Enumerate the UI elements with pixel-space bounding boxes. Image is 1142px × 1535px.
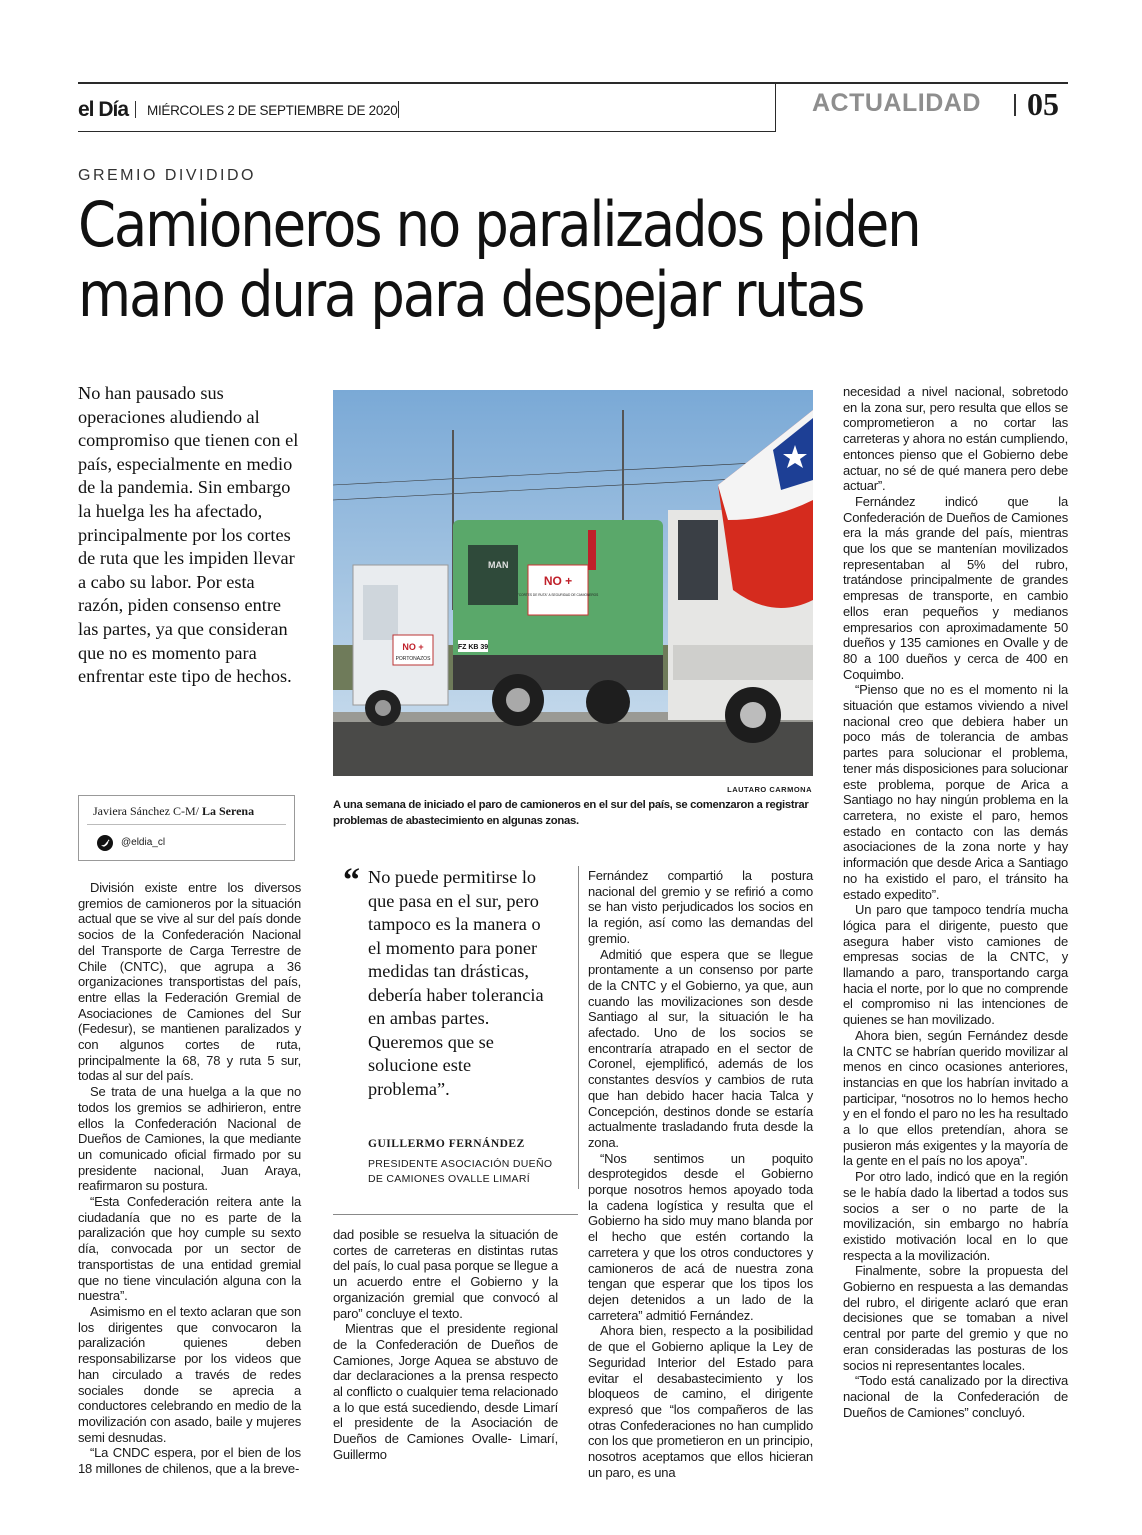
newspaper-brand: el Día <box>78 98 129 121</box>
twitter-icon <box>97 835 113 851</box>
body-column-2 <box>333 1227 558 1463</box>
photo-license-plate: FZ KB 39 <box>457 644 489 651</box>
col1-paragraph: “La CNDC espera, por el bien de los 18 millones de chilenos, que a la breve- <box>78 1445 301 1477</box>
col1-paragraph: División existe entre los diversos gremios de camioneros por la situación actual que se vive al sur del país donde socios de la Confederación Nacional del Transporte de Carga Terrestre de Chile (CNTC), que agrupa a 36 organizaciones transportistas del país, entre ellas la Federación Gremial de Asociaciones de Camiones del Sur (Fedesur), se mantienen paralizados y con algunos cortes de ruta, principalmente la 68, 78 y ruta 5 sur, todas al sur del país. <box>78 880 301 1084</box>
col1-paragraph: Asimismo en el texto aclaran que son los dirigentes que convocaron la paralización quienes deben responsabilizarse por los videos que han circulado a través de redes sociales donde se aprecia a conductores celebrando en medio de la movilización con asado, baile y mujeres semi desnudas. <box>78 1303 301 1445</box>
byline-location: La Serena <box>201 804 255 818</box>
photo-sign-left-title: NO + <box>402 642 424 652</box>
header-separator <box>398 101 399 118</box>
quote-vertical-rule <box>578 866 579 1189</box>
quote-mark-icon: “ <box>343 862 360 899</box>
twitter-handle[interactable]: @eldia_cl <box>121 837 166 848</box>
header-separator <box>135 101 136 118</box>
byline-separator <box>87 824 286 825</box>
header-date: MIÉRCOLES 2 DE SEPTIEMBRE DE 2020 <box>147 103 398 118</box>
body-column-3 <box>588 868 813 1480</box>
photo-credit: LAUTARO CARMONA <box>727 785 812 794</box>
col4-paragraph: Finalmente, sobre la propuesta del Gobierno en respuesta a las demandas del rubro, el dirigente aclaró que eran decisiones que se tomaban a nivel central por parte del gremio y que no eran consideradas las posturas de los socios ni representantes locales. <box>843 1263 1068 1373</box>
photo-sign-center-sub: "CORTES DE RUTA" A SEGURIDAD DE CAMIONEROS <box>517 593 599 597</box>
photo-sign-left-sub: PORTONAZOS <box>395 656 431 662</box>
headline-line-1: Camioneros no paralizados piden <box>78 188 920 261</box>
byline-box <box>78 795 295 861</box>
col1-paragraph: Se trata de una huelga a la que no todos los gremios se adhirieron, entre ellos la Confederación Nacional de Dueños de Camiones, la que mediante un comunicado oficial firmado por su presidente nacional, Juan Araya, reafirmaron su postura. <box>78 1084 301 1194</box>
col3-paragraph: Ahora bien, respecto a la posibilidad de que el Gobierno aplique la Ley de Seguridad Interior del Estado para evitar el desabastecimiento y los bloqueos de camino, el dirigente expresó que “los compañeros de las otras Confederaciones no han cumplido con los que prometieron en un principio, nosotros aceptamos que ellos hicieran un paro, es una <box>588 1323 813 1480</box>
article-lead: No han pausado sus operaciones aludiendo al compromiso que tienen con el país, especialmente en medio de la pandemia. Sin embargo la huelga les ha afectado, principalmente por los cortes de ruta que les impiden llevar a cabo su labor. Por esta razón, piden consenso entre las partes, ya que consideran que no es momento para enfrentar este tipo de hechos. <box>78 383 299 687</box>
section-title: ACTUALIDAD <box>812 89 981 117</box>
quote-author: GUILLERMO FERNÁNDEZ <box>368 1138 525 1150</box>
photo-sign-center-title: NO + <box>543 574 573 588</box>
header-top-rule <box>78 82 1068 84</box>
article-photo <box>333 390 813 776</box>
article-kicker: GREMIO DIVIDIDO <box>78 167 256 184</box>
body-column-4 <box>843 384 1068 1420</box>
col4-paragraph: Fernández indicó que la Confederación de Dueños de Camiones era la más grande del país, mientras que los que se mantenían movilizados representaban al 5% del rubro, tratándose principalmente de grandes empresas de transporte, en cambio ellos eran pequeños y medianos empresarios con aproximadamente 50 dueños y 135 camiones en Ovalle y de 80 a 100 dueños y cerca de 400 en Coquimbo. <box>843 493 1068 682</box>
section-page-separator <box>1014 94 1016 116</box>
col2-paragraph: Mientras que el presidente regional de la Confederación de Dueños de Camiones, Jorge Aquea se abstuvo de dar declaraciones a la prensa respecto al conflicto o cualquier tema relacionado a lo que está sucediendo, desde Limarí el presidente de la Asociación de Dueños de Camiones Ovalle- Limarí, Guillermo <box>333 1321 558 1462</box>
col2-paragraph: dad posible se resuelva la situación de cortes de carreteras en distintas rutas del país, lo cual pasa porque se llegue a un acuerdo entre el Gobierno y la organización gremial que convocó al paro” concluye el texto. <box>333 1227 558 1321</box>
col4-paragraph: “Pienso que no es el momento ni la situación que estamos viviendo a nivel nacional creo que debiera haber un poco más de tolerancia de ambas partes para solucionar el problema, tener más disposiciones para solucionar este problema, porque de Arica a Santiago no hay ningún problema en la carretera, no existe el paro, hemos estado en contacto con las demás asociaciones de la zona norte y hay información que desde Arica a Santiago no ha existido el paro, el tránsito ha estado expedito”. <box>843 682 1068 902</box>
byline-author: Javiera Sánchez C-M/ <box>93 804 199 818</box>
body-column-1 <box>78 880 301 1477</box>
headline-line-2: mano dura para despejar rutas <box>78 258 864 332</box>
article-headline <box>78 190 958 330</box>
page-number: 05 <box>1027 86 1059 122</box>
col4-paragraph: Ahora bien, según Fernández desde la CNTC se habrían querido movilizar al menos en cinco ocasiones anteriores, instancias en que los habrían invitado a participar, “nosotros no lo hemos hecho y en el fondo el paro no les ha resultado a lo que ellos pretendían, ahora se pusieron más exigentes y la mayoría de la gente en el país no los apoya”. <box>843 1027 1068 1169</box>
col3-paragraph: Admitió que espera que se llegue prontamente a un consenso por parte de la CNTC y el Gobierno, ya que, aun cuando las movilizaciones son desde Santiago al sur, la situación le ha afectado. Uno de los socios se encontraría atrapado en el sector de Coronel, ejemplificó, además de los constantes desvíos y cambios de ruta que han debido hacer hacia Talca y Concepción, destinos donde se estaría actualmente trasladando fruta desde la zona. <box>588 946 813 1150</box>
col3-paragraph: “Nos sentimos un poquito desprotegidos desde el Gobierno porque nosotros hemos apoyado toda la cadena logística y resulta que el Gobierno ha sido muy mano blanda por el hecho que estén cortando la carretera y que los otros conductores y camioneros de acá de nuestra zona tengan que esperar que los tipos los dejen detenidos a un lado de la carretera” admitió Fernández. <box>588 1150 813 1323</box>
col4-paragraph: Por otro lado, indicó que en la región se le había dado la libertad a todos sus socios a ser o no parte de la movilización, sin embargo no habría existido motivación local en lo que respecta a la movilización. <box>843 1169 1068 1263</box>
col4-paragraph: Un paro que tampoco tendría mucha lógica para el dirigente, puesto que asegura haber visto camiones de empresas socias de la CNTC, y llamando a paro, transportando carga hacia el norte, por lo que no comprende el compromiso ni las intenciones de quienes se han movilizado. <box>843 902 1068 1028</box>
photo-caption: A una semana de iniciado el paro de camioneros en el sur del país, se comenzaron a registrar problemas de abastecimiento en algunas zonas. <box>333 799 809 827</box>
header-section-divider <box>775 82 776 132</box>
quote-author-role: PRESIDENTE ASOCIACIÓN DUEÑO DE CAMIONES OVALLE LIMARÍ <box>368 1158 553 1185</box>
col3-paragraph: Fernández compartió la postura nacional del gremio y se refirió a como se han visto perjudicados los socios en la región, así como las demandas del gremio. <box>588 868 813 946</box>
pull-quote: No puede permitirse lo que pasa en el sur, pero tampoco es la manera o el momento para poner medidas tan drásticas, debería haber tolerancia en ambas partes. Queremos que se solucione este problema”. <box>368 867 544 1099</box>
byline <box>93 804 254 819</box>
col4-paragraph: “Todo está canalizado por la directiva nacional de la Confederación de Dueños de Camiones” concluyó. <box>843 1373 1068 1420</box>
col1-paragraph: “Esta Confederación reitera ante la ciudadanía que no es parte de la paralización que hoy cumple su sexto día, convocada por un sector de transportistas de una entidad gremial que no tiene vinculación alguna con la nuestra”. <box>78 1194 301 1304</box>
col4-paragraph: necesidad a nivel nacional, sobretodo en la zona sur, pero resulta que ellos se comprometieron a no cortar las carreteras y ahora no están cumpliendo, entonces pienso que el Gobierno debe actuar, no sé de qué manera pero debe actuar”. <box>843 384 1068 494</box>
header-bottom-rule <box>78 131 775 132</box>
photo-truck-brand: MAN <box>488 560 509 570</box>
quote-bottom-rule <box>333 1214 578 1215</box>
